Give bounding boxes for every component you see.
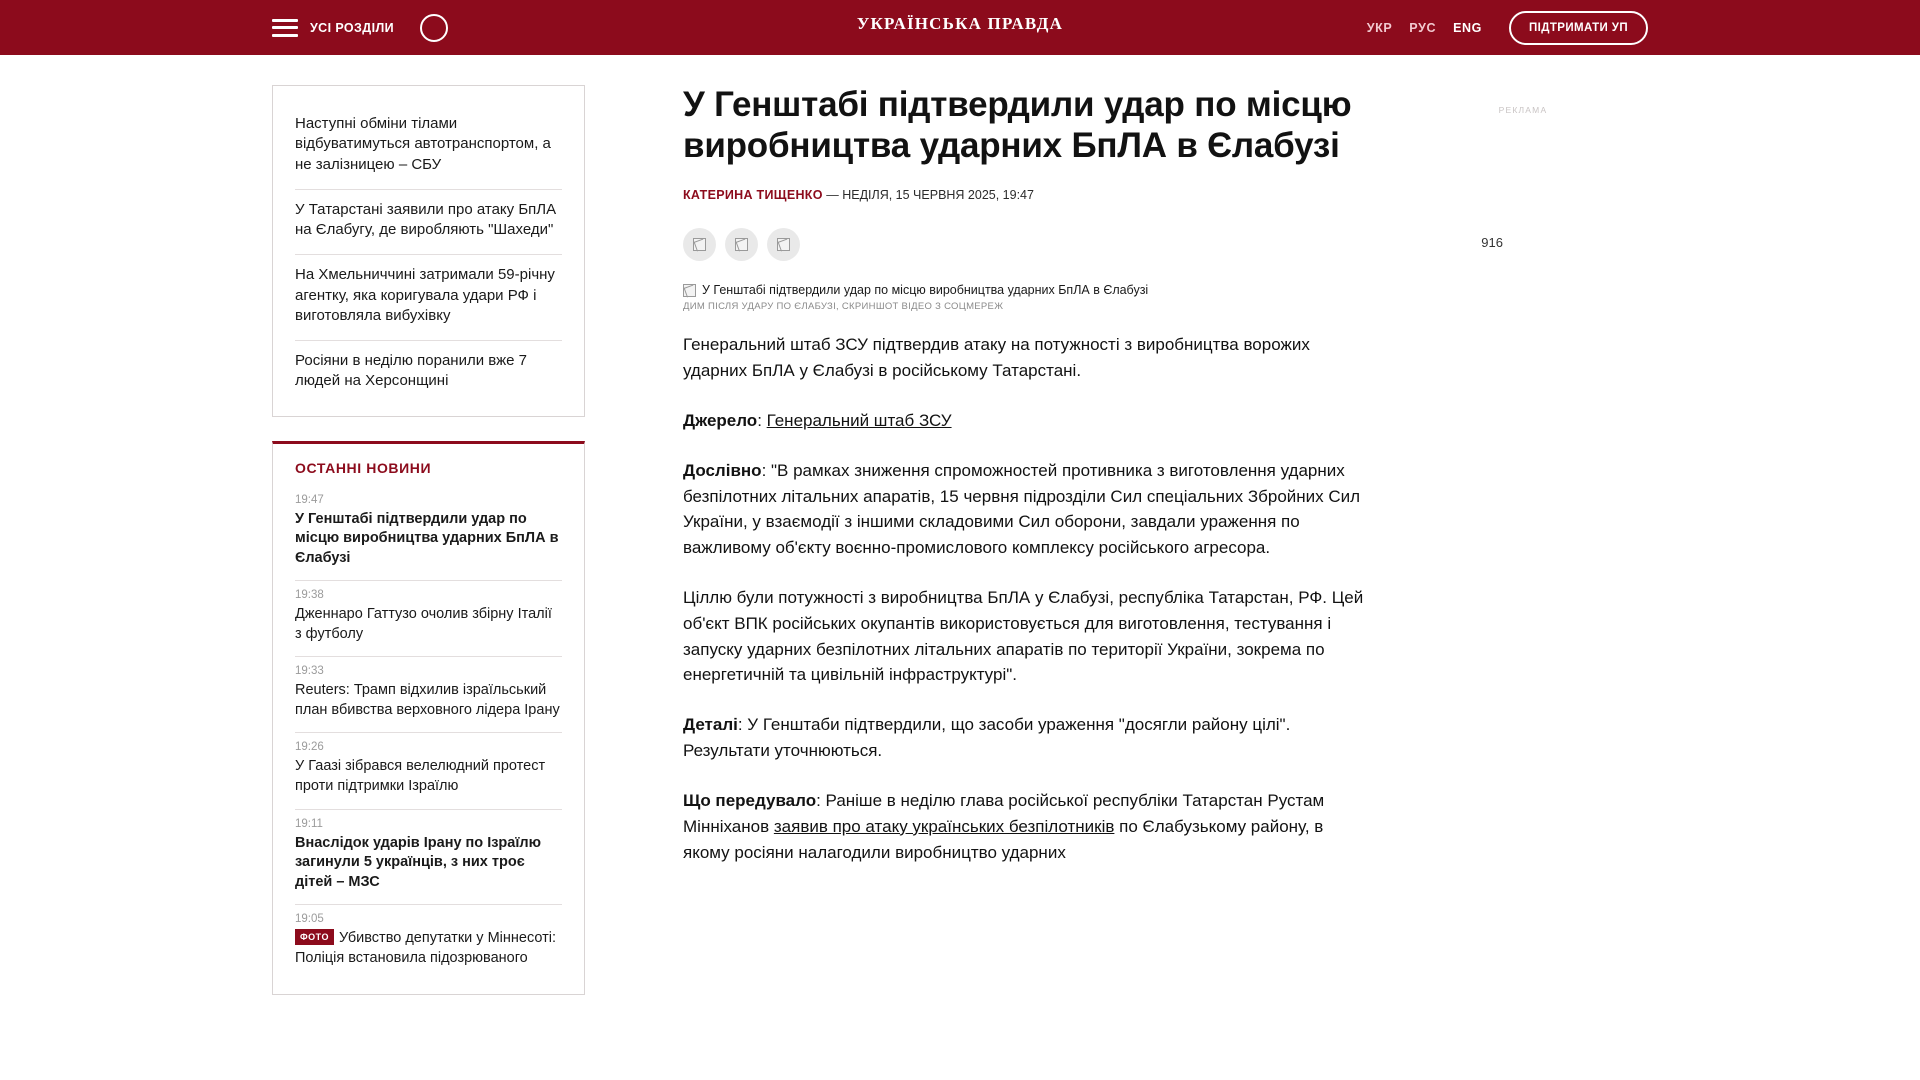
list-item[interactable]	[295, 486, 562, 582]
list-item[interactable]: Наступні обміни тілами відбуватимуться автотранспортом, а не залізницею – СБУ	[295, 104, 562, 190]
main-layout	[0, 55, 1920, 995]
share-facebook-icon[interactable]	[683, 228, 716, 261]
support-button[interactable]: ПІДТРИМАТИ УП	[1509, 11, 1648, 45]
text-run: Генеральний штаб ЗСУ підтвердив атаку на потужності з виробництва ворожих ударних БпЛА у Єлабузі в російському Татарстані.	[683, 335, 1310, 381]
paragraph	[683, 585, 1373, 688]
lang-rus[interactable]: РУС	[1409, 20, 1437, 35]
list-item[interactable]	[295, 905, 562, 980]
ad-label: РЕКЛАМА	[1498, 105, 1548, 115]
lang-ukr[interactable]: УКР	[1366, 20, 1393, 35]
text-run-bold: Дослівно	[683, 460, 762, 480]
text-run: : У Генштаби підтвердили, що засоби ураження "досягли району цілі". Результати уточнюються.	[683, 715, 1291, 761]
broken-image-icon	[693, 238, 706, 251]
list-item[interactable]: На Хмельниччині затримали 59-річну агентку, яка коригувала удари РФ і виготовляла вибухівку	[295, 255, 562, 341]
item-headline[interactable]: Внаслідок ударів Ірану по Ізраїлю загинули 5 українців, з них троє дітей – МЗС	[295, 834, 542, 890]
site-title[interactable]: УКРАЇНСЬКА ПРАВДА	[856, 14, 1064, 33]
item-headline[interactable]: У Гаазі зібрався велелюдний протест проти підтримки Ізраїлю	[295, 758, 546, 794]
list-item[interactable]	[295, 733, 562, 809]
top-news-box	[272, 85, 585, 417]
paragraph	[683, 458, 1373, 561]
photo-badge: ФОТО	[295, 929, 334, 945]
top-navigation-bar	[0, 0, 1920, 55]
item-headline[interactable]: У Генштабі підтвердили удар по місцю виробництва ударних БпЛА в Єлабузі	[295, 510, 559, 566]
item-time: 19:38	[295, 589, 324, 602]
menu-label[interactable]: УСІ РОЗДІЛИ	[310, 20, 395, 35]
paragraph	[683, 332, 1373, 384]
item-time: 19:26	[295, 741, 324, 754]
article-author[interactable]: КАТЕРИНА ТИЩЕНКО	[683, 188, 823, 203]
byline-dash: —	[826, 188, 839, 203]
text-run: Ціллю були потужності з виробництва БпЛА у Єлабузі, республіка Татарстан, РФ. Цей об'єкт ВПК російських окупантів використовується для виготовлення, тестування і запуску ударних безпілотних літальних апаратів по території України, зокрема по енергетичній та цивільній інфраструктурі".	[683, 587, 1364, 685]
text-run: :	[757, 410, 767, 430]
latest-news-box	[272, 441, 585, 996]
item-headline-with-tag[interactable]	[295, 929, 562, 968]
text-run-bold: Деталі	[683, 715, 738, 735]
text-run: по Єлабузькому району, в якому росіяни налагодили виробництво ударних	[683, 816, 1324, 862]
text-run: : Раніше в неділю глава російської республіки Татарстан Рустам Мінніханов	[683, 790, 1325, 836]
item-headline[interactable]: Дженнаро Гаттузо очолив збірну Італії з футболу	[295, 606, 552, 642]
item-time: 19:47	[295, 493, 324, 506]
item-headline[interactable]: Reuters: Трамп відхилив ізраїльський план вбивства верховного лідера Ірану	[295, 682, 560, 718]
paragraph	[683, 788, 1373, 865]
broken-image-icon	[735, 238, 748, 251]
text-run: : "В рамках зниження спроможностей противника з виготовлення ударних безпілотних літальних апаратів, 15 червня підрозділи Сил спеціальних Збройних Сил України, у взаємодії з іншими складовими Сил оборони, завдали ураження по важливому об'єкту воєнно-промислового комплексу російського агресора.	[683, 460, 1361, 558]
text-run-bold: Джерело	[683, 410, 758, 430]
item-headline[interactable]: Убивство депутатки у Міннесоті: Поліція встановила підозрюваного	[295, 930, 557, 966]
byline	[683, 188, 1373, 202]
article-body	[683, 332, 1373, 865]
source-link[interactable]: Генеральний штаб ЗСУ	[766, 410, 952, 430]
list-item[interactable]: Росіяни в неділю поранили вже 7 людей на Херсонщині	[295, 352, 527, 390]
lead-image-alt-label: У Генштабі підтвердили удар по місцю виробництва ударних БпЛА в Єлабузі	[702, 283, 1149, 298]
share-twitter-icon[interactable]	[725, 228, 758, 261]
item-time: 19:05	[295, 913, 324, 926]
list-item[interactable]	[295, 810, 562, 906]
image-caption: ДИМ ПІСЛЯ УДАРУ ПО ЄЛАБУЗІ, СКРИНШОТ ВІДЕО З СОЦМЕРЕЖ	[683, 301, 1004, 313]
article	[683, 85, 1503, 995]
page-title: У Генштабі підтвердили удар по місцю виробництва ударних БпЛА в Єлабузі	[683, 85, 1352, 165]
item-time: 19:11	[295, 817, 323, 830]
views-counter: 916	[1481, 235, 1503, 251]
list-item[interactable]	[295, 581, 562, 657]
broken-image-icon	[777, 238, 790, 251]
paragraph	[683, 408, 1373, 434]
text-run-bold: Що передувало	[683, 790, 817, 810]
list-item[interactable]: У Татарстані заявили про атаку БпЛА на Єлабугу, де виробляють "Шахеди"	[295, 190, 562, 256]
lead-image-alt-text	[683, 283, 1373, 297]
right-rail	[1373, 85, 1920, 995]
inline-link[interactable]: заявив про атаку українських безпілотників	[773, 816, 1115, 836]
lead-image	[683, 283, 1373, 297]
article-datetime: НЕДІЛЯ, 15 ЧЕРВНЯ 2025, 19:47	[842, 188, 1034, 203]
latest-news-title: ОСТАННІ НОВИНИ	[295, 459, 432, 476]
broken-image-icon	[683, 284, 696, 297]
share-telegram-icon[interactable]	[767, 228, 800, 261]
sidebar	[272, 85, 585, 995]
list-item[interactable]	[295, 657, 562, 733]
item-time: 19:33	[295, 665, 324, 678]
lang-eng[interactable]: ENG	[1453, 20, 1482, 35]
paragraph	[683, 712, 1373, 764]
share-row	[683, 228, 1503, 261]
